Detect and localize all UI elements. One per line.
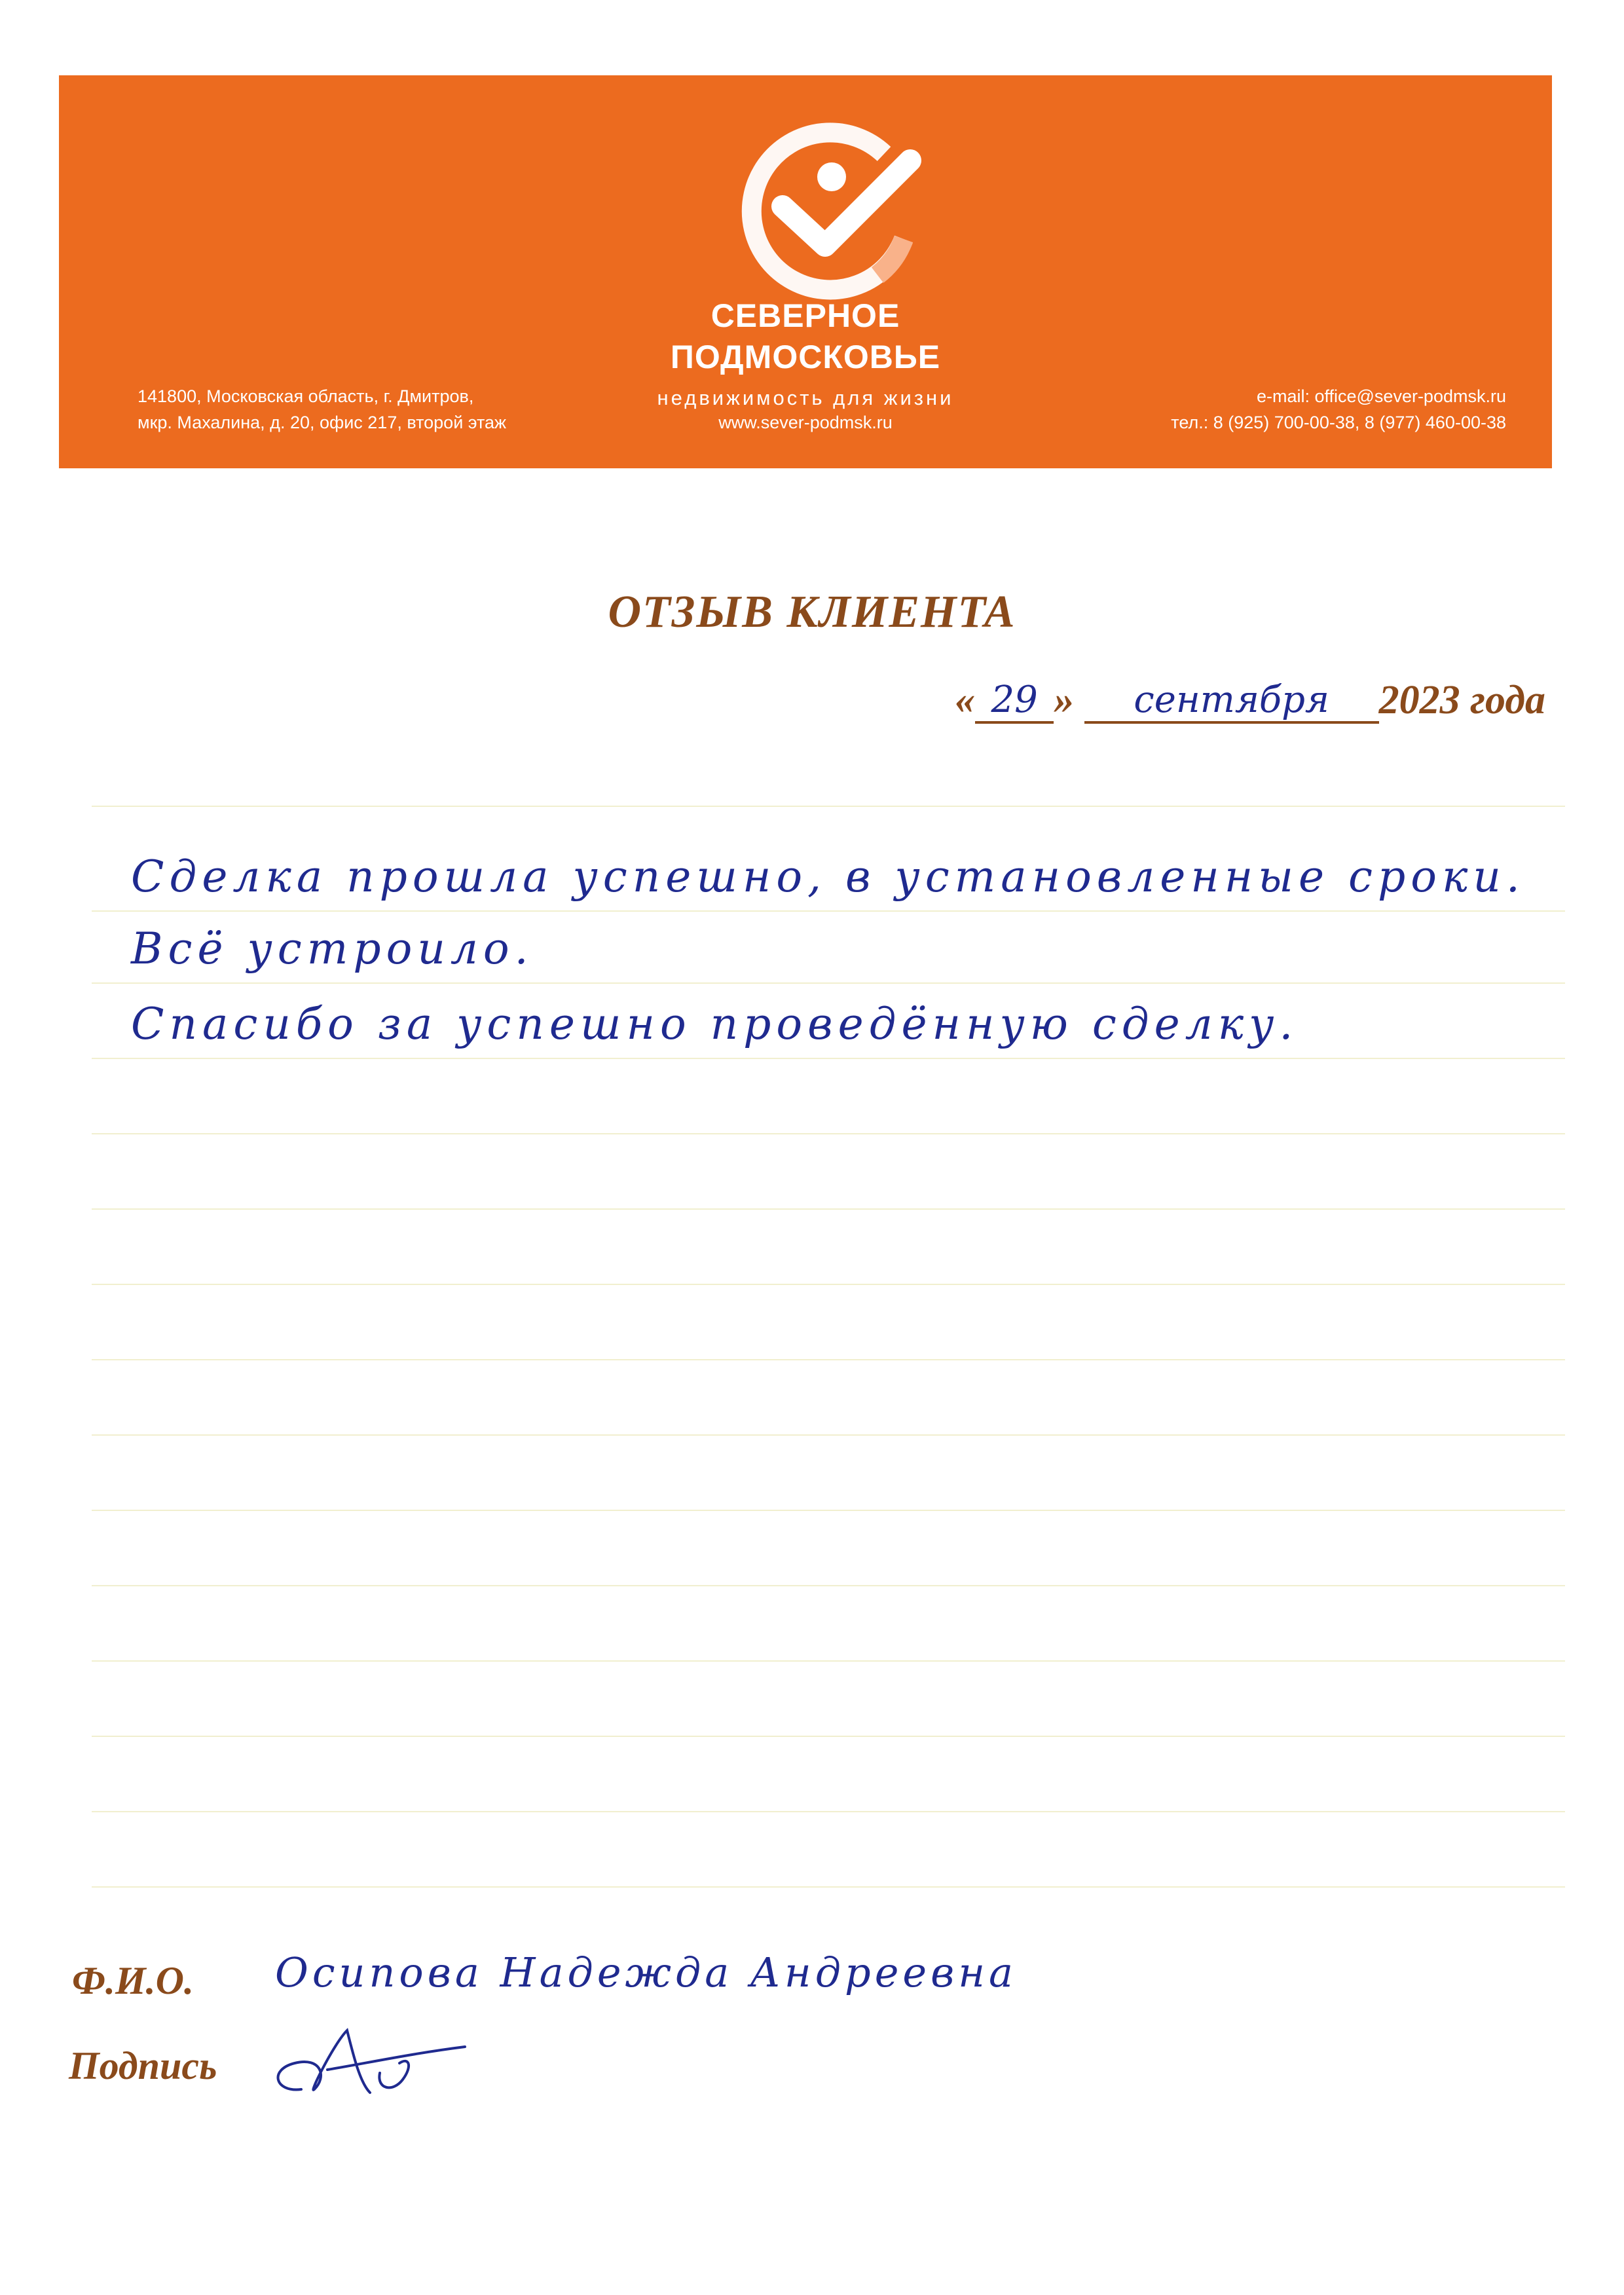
ruled-line: [92, 1434, 1565, 1436]
date-line: [955, 675, 1545, 734]
ruled-line: [92, 1736, 1565, 1737]
date-day-field[interactable]: [975, 675, 1054, 724]
address-line1: 141800, Московская область, г. Дмитров,: [138, 386, 474, 406]
ruled-line: [92, 1886, 1565, 1888]
review-text-line2: Всё устроило.: [131, 924, 534, 974]
date-open-quote: «: [955, 678, 976, 722]
ruled-line: [92, 910, 1565, 912]
date-year: 2023 года: [1378, 678, 1545, 722]
ruled-line: [92, 1284, 1565, 1285]
review-text-line1: Сделка прошла успешно, в установленные сроки.: [131, 851, 1525, 902]
date-month-value: сентября: [1134, 679, 1330, 721]
ruled-line: [92, 1208, 1565, 1210]
ruled-line: [92, 1510, 1565, 1511]
address-line2: мкр. Махалина, д. 20, офис 217, второй этаж: [138, 413, 507, 432]
handwritten-signature: [262, 2017, 471, 2102]
ruled-line: [92, 982, 1565, 984]
ruled-line: [92, 806, 1565, 807]
date-day-value: 29: [991, 679, 1038, 721]
ruled-line: [92, 1133, 1565, 1134]
fio-label: Ф.И.О.: [72, 1959, 194, 2002]
email-contact[interactable]: e-mail: office@sever-podmsk.ru: [1256, 386, 1506, 406]
website-link[interactable]: www.sever-podmsk.ru: [718, 413, 893, 432]
ruled-line: [92, 1811, 1565, 1812]
review-text-line3: Спасибо за успешно проведённую сделку.: [131, 999, 1299, 1049]
date-month-field[interactable]: [1084, 675, 1379, 724]
date-close-quote: »: [1054, 678, 1075, 722]
brand-name-line1: СЕВЕРНОЕ: [710, 297, 900, 334]
signature-label: Подпись: [69, 2044, 217, 2087]
brand-tagline: недвижимость для жизни: [657, 386, 954, 409]
ruled-line: [92, 1359, 1565, 1360]
letterhead-banner: [59, 75, 1552, 468]
ruled-line: [92, 1585, 1565, 1586]
ruled-line: [92, 1660, 1565, 1662]
document-title: ОТЗЫВ КЛИЕНТА: [608, 587, 1016, 637]
fio-value: Осипова Надежда Андреевна: [275, 1949, 1018, 1996]
phone-contact: тел.: 8 (925) 700-00-38, 8 (977) 460-00-38: [1171, 413, 1506, 432]
ruled-line: [92, 1058, 1565, 1059]
company-logo-icon: [720, 115, 943, 305]
brand-name-line2: ПОДМОСКОВЬЕ: [670, 339, 941, 375]
